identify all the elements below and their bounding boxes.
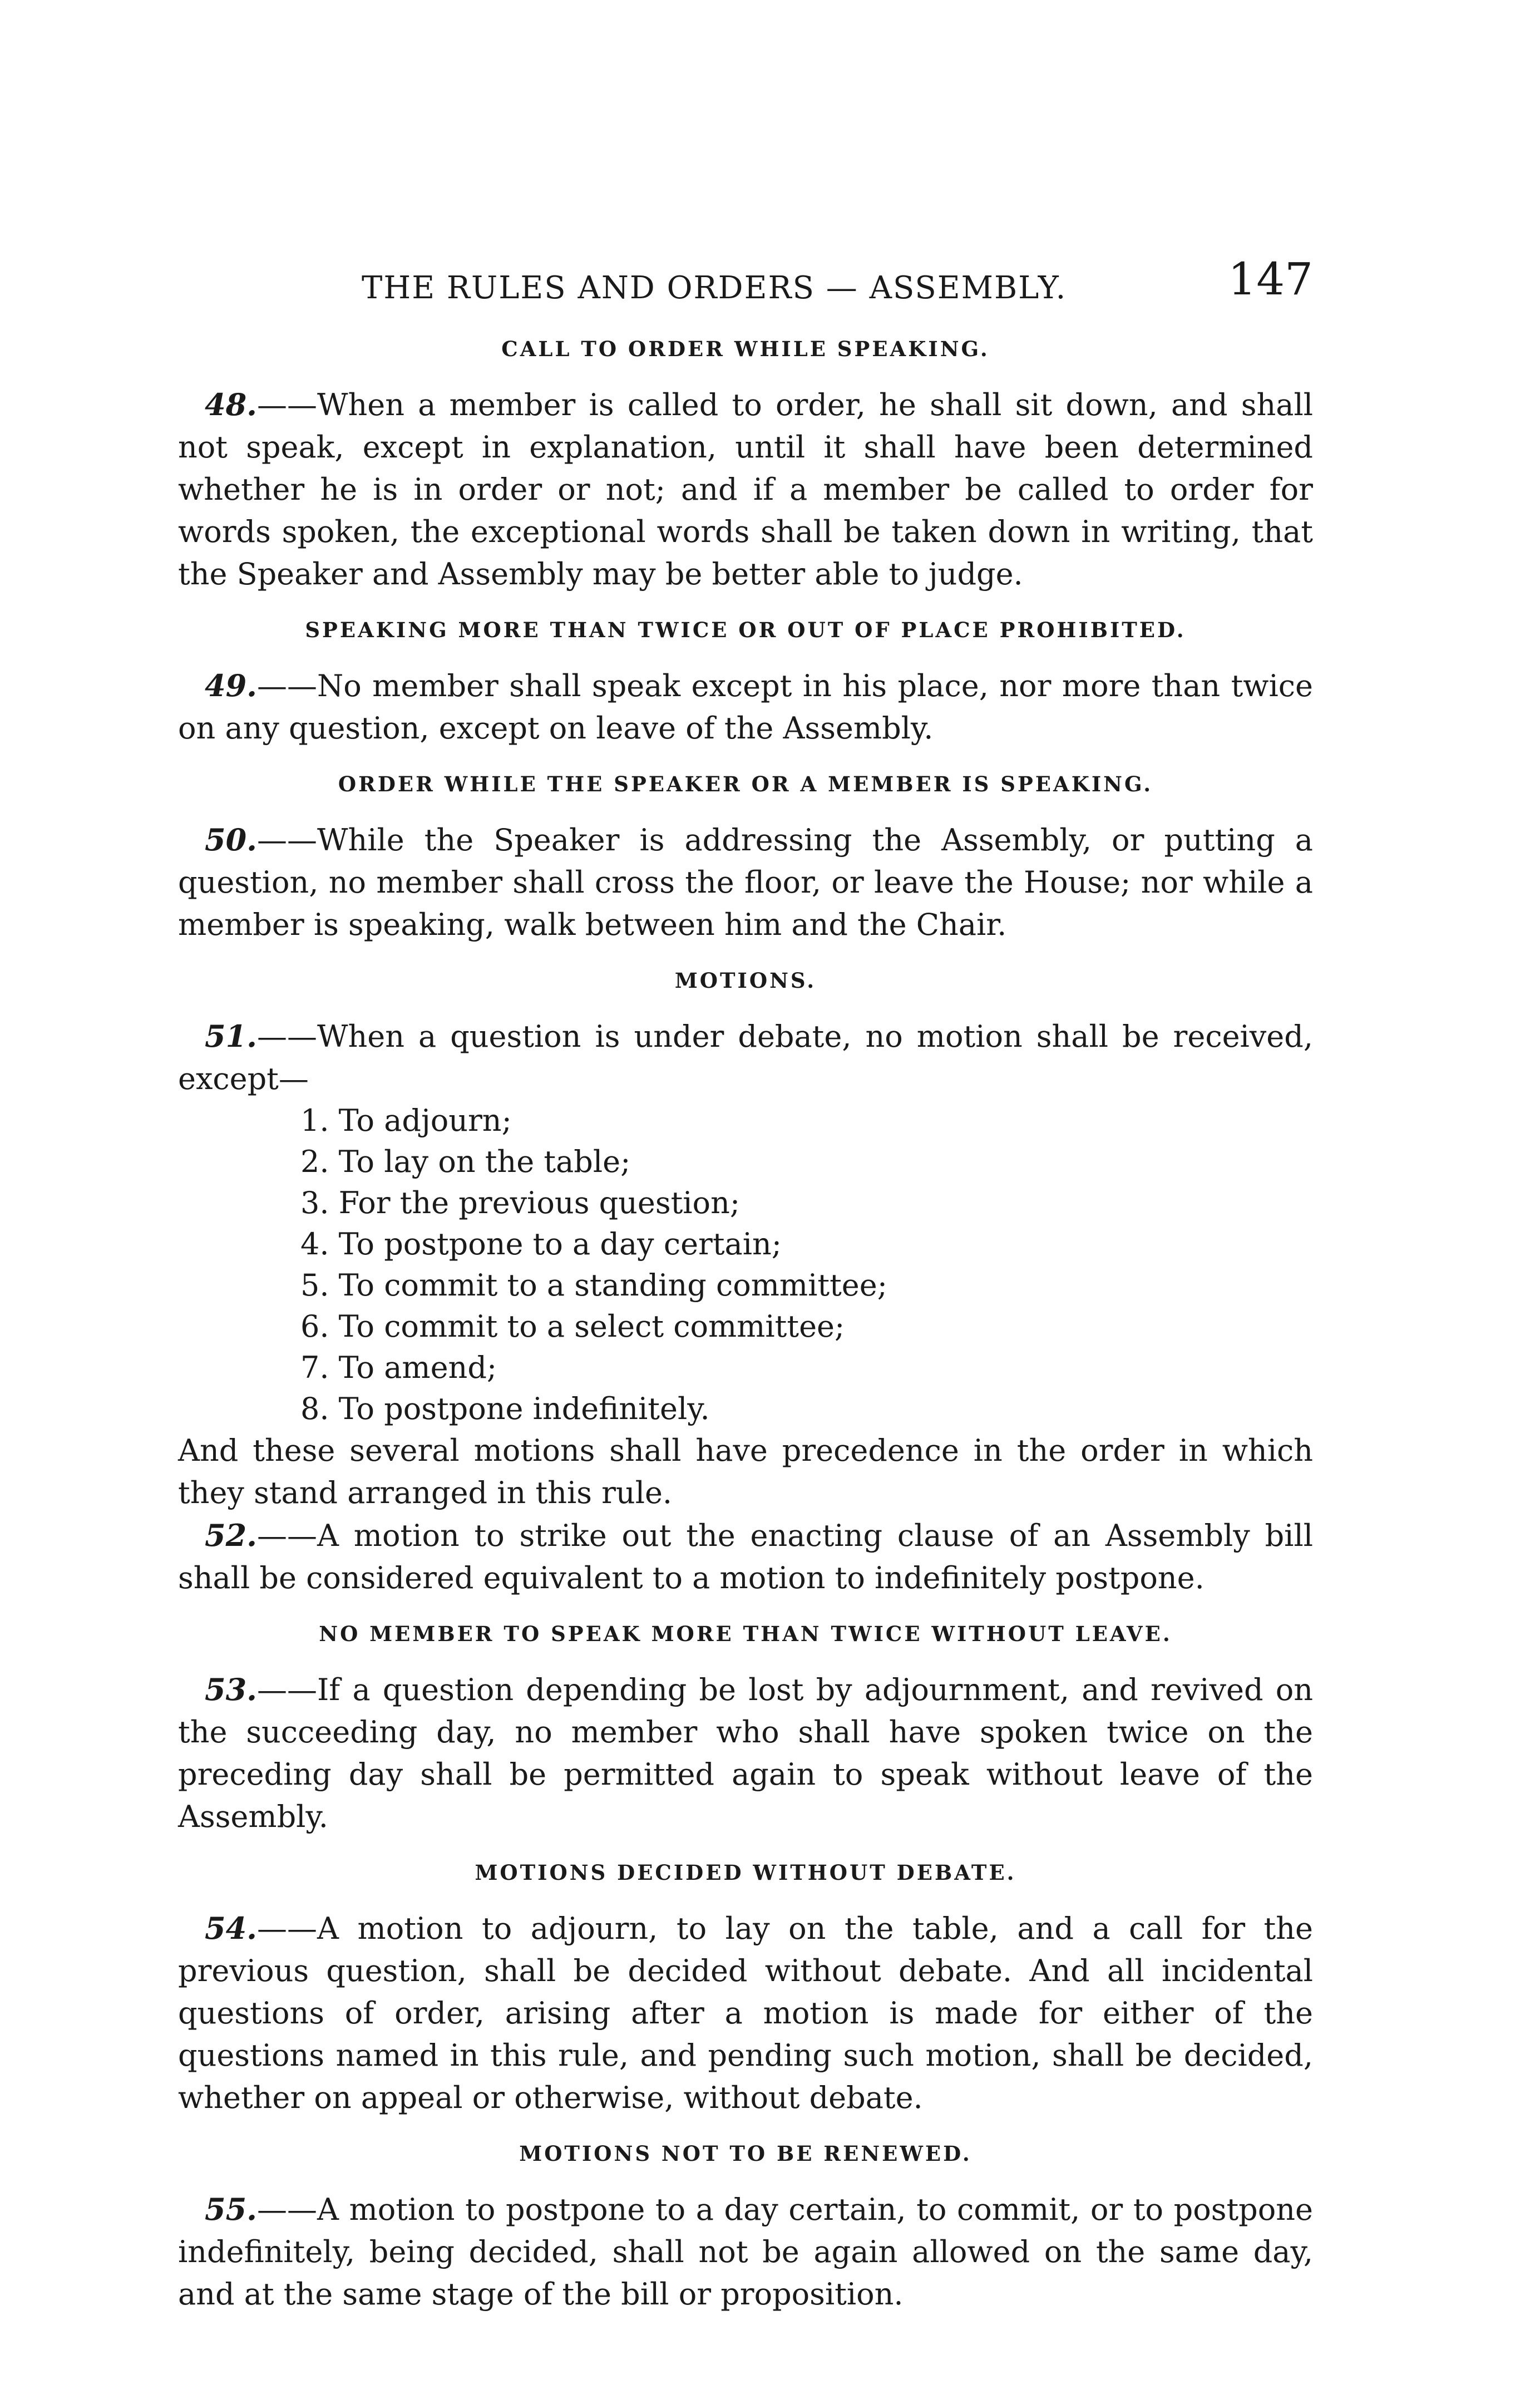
rule-number: 55. — [205, 2191, 257, 2227]
section-heading: MOTIONS. — [674, 968, 817, 993]
motion-list — [178, 1100, 1313, 1430]
section-heading: MOTIONS DECIDED WITHOUT DEBATE. — [475, 1860, 1016, 1885]
rule-text: ——No member shall speak except in his place, nor more than twice on any question, except on leave of the Assembly. — [178, 668, 1313, 746]
rule-text: ——While the Speaker is addressing the Assembly, or putting a question, no member shall cross the floor, or leave the House; nor while a member is speaking, walk between him and the Chair. — [178, 822, 1313, 942]
rule-paragraph — [178, 1514, 1313, 1599]
list-item: 8. To postpone indefinitely. — [300, 1391, 710, 1426]
running-head — [178, 253, 1313, 314]
rule-paragraph — [178, 2188, 1313, 2316]
section-heading: CALL TO ORDER WHILE SPEAKING. — [501, 337, 990, 361]
section-heading: ORDER WHILE THE SPEAKER OR A MEMBER IS SPEAKING. — [338, 772, 1153, 796]
rule-text: ——If a question depending be lost by adjournment, and revived on the succeeding day, no member who shall have spoken twice on the preceding day shall be permitted again to speak without leave of the Assembly. — [178, 1672, 1313, 1834]
running-title: THE RULES AND ORDERS — ASSEMBLY. — [362, 270, 1067, 306]
rule-number: 53. — [205, 1672, 257, 1707]
list-item: 2. To lay on the table; — [300, 1144, 631, 1179]
list-item: 4. To postpone to a day certain; — [300, 1226, 782, 1262]
page-number: 147 — [1228, 253, 1313, 305]
rule-number: 50. — [205, 822, 257, 858]
document-page — [178, 253, 1313, 2316]
rule-paragraph — [178, 819, 1313, 946]
rule-paragraph — [178, 383, 1313, 595]
rule-number: 48. — [205, 387, 257, 422]
list-item: 7. To amend; — [300, 1350, 497, 1385]
section-heading: SPEAKING MORE THAN TWICE OR OUT OF PLACE PROHIBITED. — [305, 618, 1186, 642]
list-item: 3. For the previous question; — [300, 1185, 741, 1220]
rule-text: ——A motion to adjourn, to lay on the table, and a call for the previous question, shall be decided without debate. And all incidental questions of order, arising after a motion is made for either of the questions named in this rule, and pending such motion, shall be decided, whether on appeal or otherwise, without debate. — [178, 1911, 1313, 2115]
rule-number: 52. — [205, 1518, 257, 1553]
list-item: 6. To commit to a select committee; — [300, 1309, 845, 1344]
rule-continuation: And these several motions shall have precedence in the order in which they stand arranged in this rule. — [178, 1433, 1313, 1510]
rule-paragraph — [178, 1907, 1313, 2119]
rule-text: ——A motion to postpone to a day certain, to commit, or to postpone indefinitely, being decided, shall not be again allowed on the same day, and at the same stage of the bill or proposition. — [178, 2192, 1313, 2312]
rule-paragraph — [178, 664, 1313, 750]
rule-paragraph — [178, 1668, 1313, 1838]
rule-text: ——When a question is under debate, no motion shall be received, except— — [178, 1019, 1313, 1096]
section-heading: MOTIONS NOT TO BE RENEWED. — [519, 2141, 972, 2166]
rule-number: 49. — [205, 668, 257, 703]
rule-paragraph — [178, 1015, 1313, 1100]
list-item: 1. To adjourn; — [300, 1103, 512, 1138]
list-item: 5. To commit to a standing committee; — [300, 1268, 887, 1303]
rule-text: ——When a member is called to order, he shall sit down, and shall not speak, except in explanation, until it shall have been determined whether he is in order or not; and if a member be called to order for words spoken, the exceptional words shall be taken down in writing, that the Speaker and Assembly may be better able to judge. — [178, 387, 1313, 592]
section-heading: NO MEMBER TO SPEAK MORE THAN TWICE WITHOUT LEAVE. — [319, 1622, 1172, 1646]
rule-text: ——A motion to strike out the enacting clause of an Assembly bill shall be considered equivalent to a motion to indefinitely postpone. — [178, 1518, 1313, 1595]
rule-number: 51. — [205, 1018, 257, 1054]
rule-number: 54. — [205, 1910, 257, 1946]
